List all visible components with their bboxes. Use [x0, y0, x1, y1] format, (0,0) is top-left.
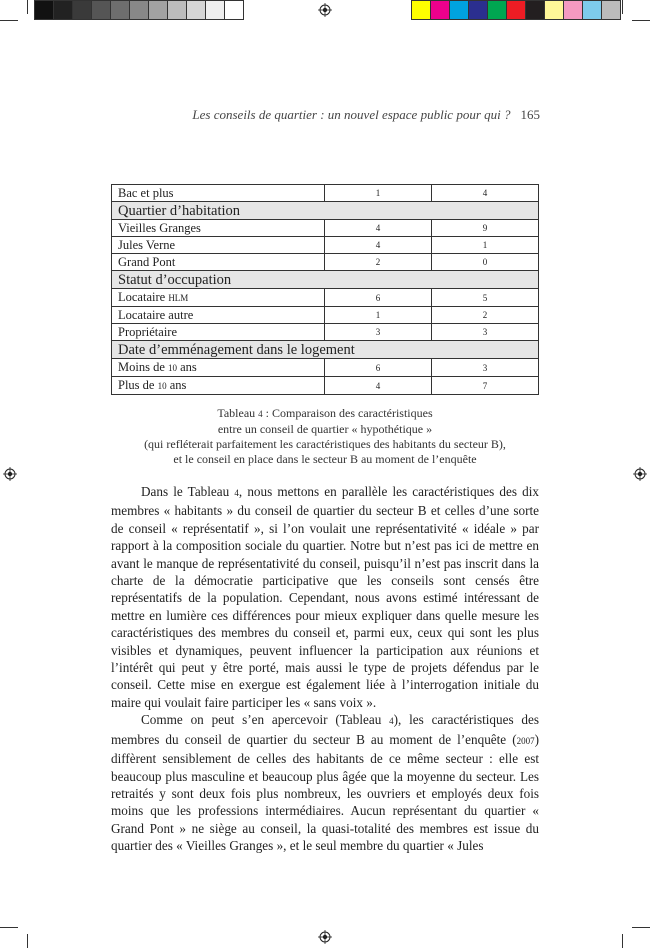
- section-header-row: [112, 271, 539, 289]
- cell-value: 2: [325, 254, 432, 271]
- cell-value: 4: [325, 377, 432, 395]
- row-label: Propriétaire: [112, 324, 325, 341]
- table-row: [112, 254, 539, 271]
- color-swatch: [563, 0, 583, 20]
- row-label-post: ans: [177, 360, 197, 374]
- color-swatch: [430, 0, 450, 20]
- cell-value: 5: [432, 289, 539, 307]
- cell-value: 1: [325, 307, 432, 324]
- row-label: [112, 289, 325, 307]
- cell-value: 4: [325, 220, 432, 237]
- cell-value: 9: [432, 220, 539, 237]
- cell-value: 6: [325, 359, 432, 377]
- color-calibration-bar: [411, 0, 620, 20]
- section-title: Statut d’occupation: [112, 271, 539, 289]
- color-swatch: [506, 0, 526, 20]
- crop-mark: [27, 934, 28, 948]
- row-label-number: 10: [157, 381, 167, 391]
- row-label: Jules Verne: [112, 237, 325, 254]
- table-row: [112, 185, 539, 202]
- text-run: , nous mettons en parallèle les caractéristiques des dix membres « habitants » du conseil de quartier du secteur B et celles d’une sorte de conseil « représentatif », si l’on voulait une représentativité « idéale » par rapport à la composition sociale du quartier. Notre but n’est pas ici de mettre en avant le manque de représentativité du conseil, puisqu’il n’est pas inscrit dans la charte de la démocratie participative que les conseils sont censés être représentatifs de la population. Cependant, nous avons estimé intéressant de mettre en lumière ces différences pour mieux expliquer dans quelle mesure les caractéristiques des membres du conseil et, parmi eux, ceux qui sont les plus visibles et dynamiques, peuvent influencer la participation aux réunions et l’intérêt qui peut y être porté, mais aussi le type de projets défendus par le conseil. Cette mise en exergue est également liée à l’interrogation initiale du maire qui voulait faire participer les « sans voix ».: [111, 484, 539, 710]
- text-run: Dans le Tableau: [141, 484, 235, 499]
- row-label: Bac et plus: [112, 185, 325, 202]
- crop-mark: [0, 927, 18, 928]
- table-row: [112, 377, 539, 395]
- table-row: [112, 359, 539, 377]
- gray-swatch: [53, 0, 73, 20]
- running-title: Les conseils de quartier : un nouvel espace public pour qui ?: [192, 107, 511, 122]
- color-swatch: [411, 0, 431, 20]
- table-row: [112, 220, 539, 237]
- registration-mark-icon: [633, 467, 647, 481]
- crop-mark: [27, 0, 28, 14]
- cell-value: 2: [432, 307, 539, 324]
- cell-value: 0: [432, 254, 539, 271]
- color-swatch: [582, 0, 602, 20]
- color-swatch: [544, 0, 564, 20]
- gray-swatch: [129, 0, 149, 20]
- caption-text: Tableau: [217, 406, 259, 420]
- row-label: Grand Pont: [112, 254, 325, 271]
- table-caption: [111, 406, 539, 467]
- crop-mark: [622, 934, 623, 948]
- gray-swatch: [205, 0, 225, 20]
- running-header: [110, 107, 540, 123]
- crop-mark: [632, 20, 650, 21]
- section-title: Date d’emménagement dans le logement: [112, 341, 539, 359]
- cell-value: 3: [325, 324, 432, 341]
- section-header-row: [112, 202, 539, 220]
- caption-line: et le conseil en place dans le secteur B au moment de l’enquête: [173, 452, 477, 466]
- caption-line: (qui refléterait parfaitement les caractéristiques des habitants du secteur B),: [144, 437, 506, 451]
- row-label-pre: Plus de: [118, 378, 158, 392]
- caption-text: : Comparaison des caractéristiques: [262, 406, 433, 420]
- body-text: [111, 483, 539, 855]
- gray-swatch: [91, 0, 111, 20]
- text-run: ) diffèrent sensiblement de celles des habitants de ce même secteur : elle est beaucoup plus masculine et beaucoup plus âgée que la moyenne du secteur. Les retraités y sont deux fois plus nombreux, les ouvriers et employés deux fois moins que les professions intermédiaires. Aucun représentant du quartier « Grand Pont » ne siège au conseil, la quasi-totalité des membres est issue du quartier des « Vieilles Granges », et le seul membre du quartier « Jules: [111, 731, 539, 854]
- registration-mark-icon: [318, 930, 332, 944]
- gray-swatch: [224, 0, 244, 20]
- gray-swatch: [34, 0, 54, 20]
- color-swatch: [525, 0, 545, 20]
- color-swatch: [449, 0, 469, 20]
- color-swatch: [468, 0, 488, 20]
- gray-swatch: [167, 0, 187, 20]
- row-label-post: ans: [166, 378, 187, 392]
- registration-mark-icon: [318, 3, 332, 17]
- paragraph: [111, 483, 539, 711]
- table-row: [112, 289, 539, 307]
- paragraph: [111, 711, 539, 854]
- table-row: [112, 237, 539, 254]
- caption-table-number: 4: [258, 409, 263, 419]
- caption-line: [111, 406, 539, 422]
- cell-value: 6: [325, 289, 432, 307]
- comparison-table: [111, 184, 539, 395]
- row-label: Vieilles Granges: [112, 220, 325, 237]
- section-header-row: [112, 341, 539, 359]
- row-label-pre: Moins de: [118, 360, 168, 374]
- crop-mark: [632, 927, 650, 928]
- gray-swatch: [148, 0, 168, 20]
- cell-value: 3: [432, 324, 539, 341]
- row-label: [112, 377, 325, 395]
- text-number: 4: [389, 716, 394, 727]
- text-number: 2007: [516, 735, 535, 746]
- row-label-small-caps: HLM: [168, 293, 189, 303]
- text-number: 4: [234, 488, 239, 498]
- crop-mark: [0, 20, 18, 21]
- cell-value: 3: [432, 359, 539, 377]
- crop-mark: [622, 0, 623, 14]
- color-swatch: [487, 0, 507, 20]
- cell-value: 1: [432, 237, 539, 254]
- grayscale-calibration-bar: [34, 0, 243, 20]
- text-run: ), les caractéristiques des membres du conseil de quartier du secteur B au moment de l’enquête (: [111, 712, 539, 747]
- caption-line: entre un conseil de quartier « hypothétique »: [217, 422, 433, 436]
- section-title: Quartier d’habitation: [112, 202, 539, 220]
- registration-mark-icon: [3, 467, 17, 481]
- gray-swatch: [72, 0, 92, 20]
- table-row: [112, 307, 539, 324]
- row-label: Locataire autre: [112, 307, 325, 324]
- page-number: 165: [520, 107, 540, 122]
- row-label: [112, 359, 325, 377]
- table-row: [112, 324, 539, 341]
- row-label-number: 10: [168, 363, 177, 373]
- text-run: Comme on peut s’en apercevoir (Tableau: [141, 712, 390, 728]
- cell-value: 1: [325, 185, 432, 202]
- row-label-main: Locataire: [118, 290, 169, 304]
- gray-swatch: [186, 0, 206, 20]
- cell-value: 4: [432, 185, 539, 202]
- gray-swatch: [110, 0, 130, 20]
- cell-value: 4: [325, 237, 432, 254]
- color-swatch: [601, 0, 621, 20]
- cell-value: 7: [432, 377, 539, 395]
